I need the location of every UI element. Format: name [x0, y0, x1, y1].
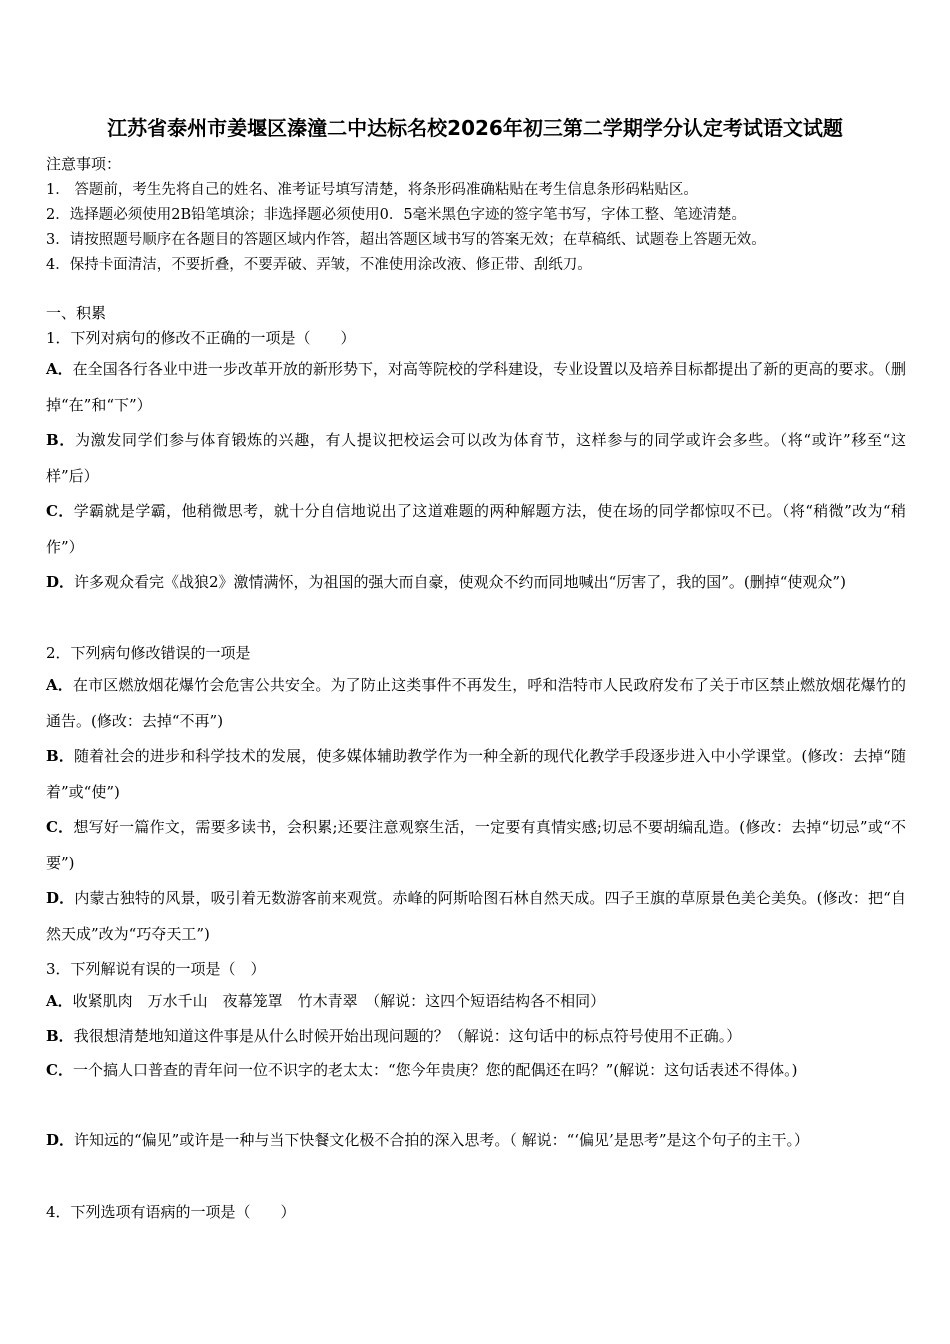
option-label: C．	[46, 818, 74, 836]
option-text: 随着社会的进步和科学技术的发展，使多媒体辅助教学作为一种全新的现代化教学手段逐步进入中小学课堂。(修改：去掉“随着”或“使”)	[46, 747, 906, 801]
answer-option	[46, 351, 906, 423]
question-stem: 3．下列解说有误的一项是（ ）	[46, 960, 266, 978]
notice-heading: 注意事项：	[46, 155, 122, 173]
answer-option	[46, 564, 906, 600]
option-text: 收紧肌肉 万水千山 夜幕笼罩 竹木青翠 （解说：这四个短语结构各不相同）	[72, 992, 606, 1010]
question-stem: 2．下列病句修改错误的一项是	[46, 644, 251, 662]
answer-option	[46, 1018, 906, 1054]
option-label: B．	[46, 431, 75, 449]
option-text: 内蒙古独特的风景，吸引着无数游客前来观赏。赤峰的阿斯哈图石林自然天成。四子王旗的草原景色美仑美奂。(修改：把“自然天成”改为“巧夺天工”)	[46, 889, 906, 943]
option-text: 许多观众看完《战狼2》激情满怀，为祖国的强大而自豪，使观众不约而同地喊出“厉害了，我的国”。(删掉“使观众”)	[74, 573, 846, 591]
option-label: C．	[46, 502, 74, 520]
answer-option	[46, 422, 906, 494]
option-text: 我很想清楚地知道这件事是从什么时候开始出现问题的？（解说：这句话中的标点符号使用不正确。）	[73, 1027, 742, 1045]
notice-item: 1． 答题前，考生先将自己的姓名、准考证号填写清楚，将条形码准确粘贴在考生信息条形码粘贴区。	[46, 182, 698, 198]
option-label: B．	[46, 747, 74, 765]
option-label: D．	[46, 889, 75, 907]
answer-option	[46, 1122, 906, 1158]
option-label: D．	[46, 573, 75, 591]
question-stem: 1．下列对病句的修改不正确的一项是（ ）	[46, 329, 356, 347]
notice-item: 3．请按照题号顺序在各题目的答题区域内作答，超出答题区域书写的答案无效；在草稿纸、试题卷上答题无效。	[46, 232, 766, 248]
question-stem: 4．下列选项有语病的一项是（ ）	[46, 1203, 296, 1221]
option-text: 一个搞人口普查的青年问一位不识字的老太太：“您今年贵庚？您的配偶还在吗？”(解说：这句话表述不得体。)	[72, 1061, 798, 1079]
answer-option	[46, 809, 906, 881]
answer-option	[46, 983, 906, 1019]
option-text: 学霸就是学霸，他稍微思考，就十分自信地说出了这道难题的两种解题方法，使在场的同学都惊叹不已。（将“稍微”改为“稍作”）	[46, 502, 906, 556]
answer-option	[46, 493, 906, 565]
option-text: 想写好一篇作文，需要多读书，会积累;还要注意观察生活，一定要有真情实感;切忌不要胡编乱造。(修改：去掉“切忌”或“不要”)	[46, 818, 906, 872]
page-title: 江苏省泰州市姜堰区溱潼二中达标名校2026年初三第二学期学分认定考试语文试题	[107, 116, 843, 140]
option-text: 在全国各行各业中进一步改革开放的新形势下，对高等院校的学科建设，专业设置以及培养目标都提出了新的更高的要求。（删掉“在”和“下”）	[46, 360, 906, 414]
option-label: A．	[46, 676, 73, 694]
option-text: 许知远的“偏见”或许是一种与当下快餐文化极不合拍的深入思考。（ 解说：“‘偏见’是思考”是这个句子的主干。）	[74, 1131, 809, 1149]
answer-option	[46, 880, 906, 952]
option-label: C．	[46, 1061, 73, 1079]
option-label: A．	[46, 992, 73, 1010]
notice-item: 4．保持卡面清洁，不要折叠，不要弄破、弄皱，不准使用涂改液、修正带、刮纸刀。	[46, 257, 592, 273]
option-label: B．	[46, 1027, 74, 1045]
option-text: 在市区燃放烟花爆竹会危害公共安全。为了防止这类事件不再发生，呼和浩特市人民政府发布了关于市区禁止燃放烟花爆竹的通告。(修改：去掉“不再”)	[46, 676, 906, 730]
option-label: A．	[46, 360, 73, 378]
option-label: D．	[46, 1131, 75, 1149]
answer-option	[46, 738, 906, 810]
section-heading: 一、积累	[46, 304, 107, 322]
notice-item: 2．选择题必须使用2B铅笔填涂；非选择题必须使用0．5毫米黑色字迹的签字笔书写，字体工整、笔迹清楚。	[46, 207, 747, 223]
answer-option	[46, 1052, 906, 1088]
answer-option	[46, 667, 906, 739]
option-text: 为激发同学们参与体育锻炼的兴趣，有人提议把校运会可以改为体育节，这样参与的同学或许会多些。（将“或许”移至“这样”后）	[46, 431, 906, 485]
